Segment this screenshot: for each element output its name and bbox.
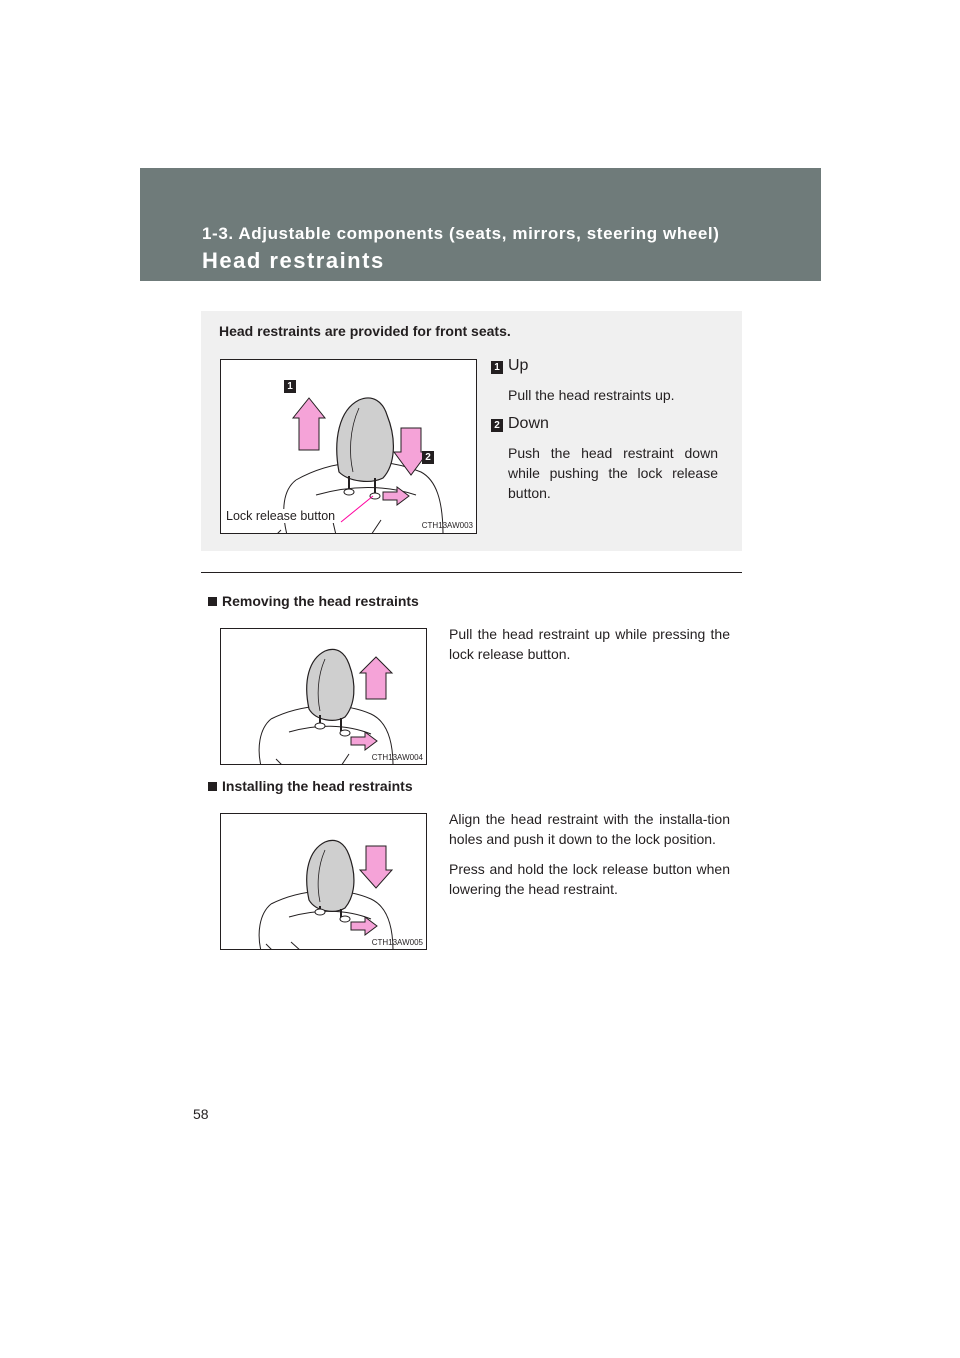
installing-heading-text: Installing the head restraints bbox=[222, 778, 413, 794]
removing-heading-text: Removing the head restraints bbox=[222, 593, 419, 609]
removing-heading bbox=[208, 593, 419, 609]
square-bullet-icon bbox=[208, 597, 217, 606]
figure-code: CTH13AW004 bbox=[371, 753, 423, 762]
page-title: Head restraints bbox=[202, 248, 385, 273]
installing-heading bbox=[208, 778, 413, 794]
installing-paragraph-1: Align the head restraint with the installa-tion holes and push it down to the lock position. bbox=[449, 811, 730, 847]
figure-removing bbox=[220, 628, 427, 765]
section-title: 1-3. Adjustable components (seats, mirrors, steering wheel) bbox=[202, 224, 720, 243]
section-divider bbox=[201, 572, 742, 573]
intro-box bbox=[201, 311, 742, 551]
figure-adjust-head-restraint bbox=[220, 359, 477, 534]
page-number: 58 bbox=[193, 1106, 209, 1122]
item-2-title: Down bbox=[508, 415, 549, 432]
item-2-description: Push the head restraint down while pushing the lock release button. bbox=[508, 445, 718, 501]
installing-paragraph-2: Press and hold the lock release button when lowering the head restraint. bbox=[449, 861, 730, 897]
item-2-badge: 2 bbox=[491, 419, 503, 432]
removing-text bbox=[449, 624, 730, 674]
figure-code: CTH13AW003 bbox=[421, 521, 473, 530]
figure-code: CTH13AW005 bbox=[371, 938, 423, 947]
badge-1: 1 bbox=[284, 380, 296, 393]
lock-release-callout: Lock release button bbox=[226, 509, 336, 523]
removing-paragraph: Pull the head restraint up while pressing the lock release button. bbox=[449, 626, 730, 662]
figure-installing bbox=[220, 813, 427, 950]
item-1-description: Pull the head restraints up. bbox=[508, 387, 675, 403]
badge-2: 2 bbox=[422, 451, 434, 464]
item-1-badge: 1 bbox=[491, 361, 503, 374]
intro-text: Head restraints are provided for front seats. bbox=[219, 323, 511, 339]
chapter-header bbox=[140, 168, 821, 281]
installing-text bbox=[449, 809, 730, 909]
item-1-title: Up bbox=[508, 357, 529, 374]
square-bullet-icon bbox=[208, 782, 217, 791]
